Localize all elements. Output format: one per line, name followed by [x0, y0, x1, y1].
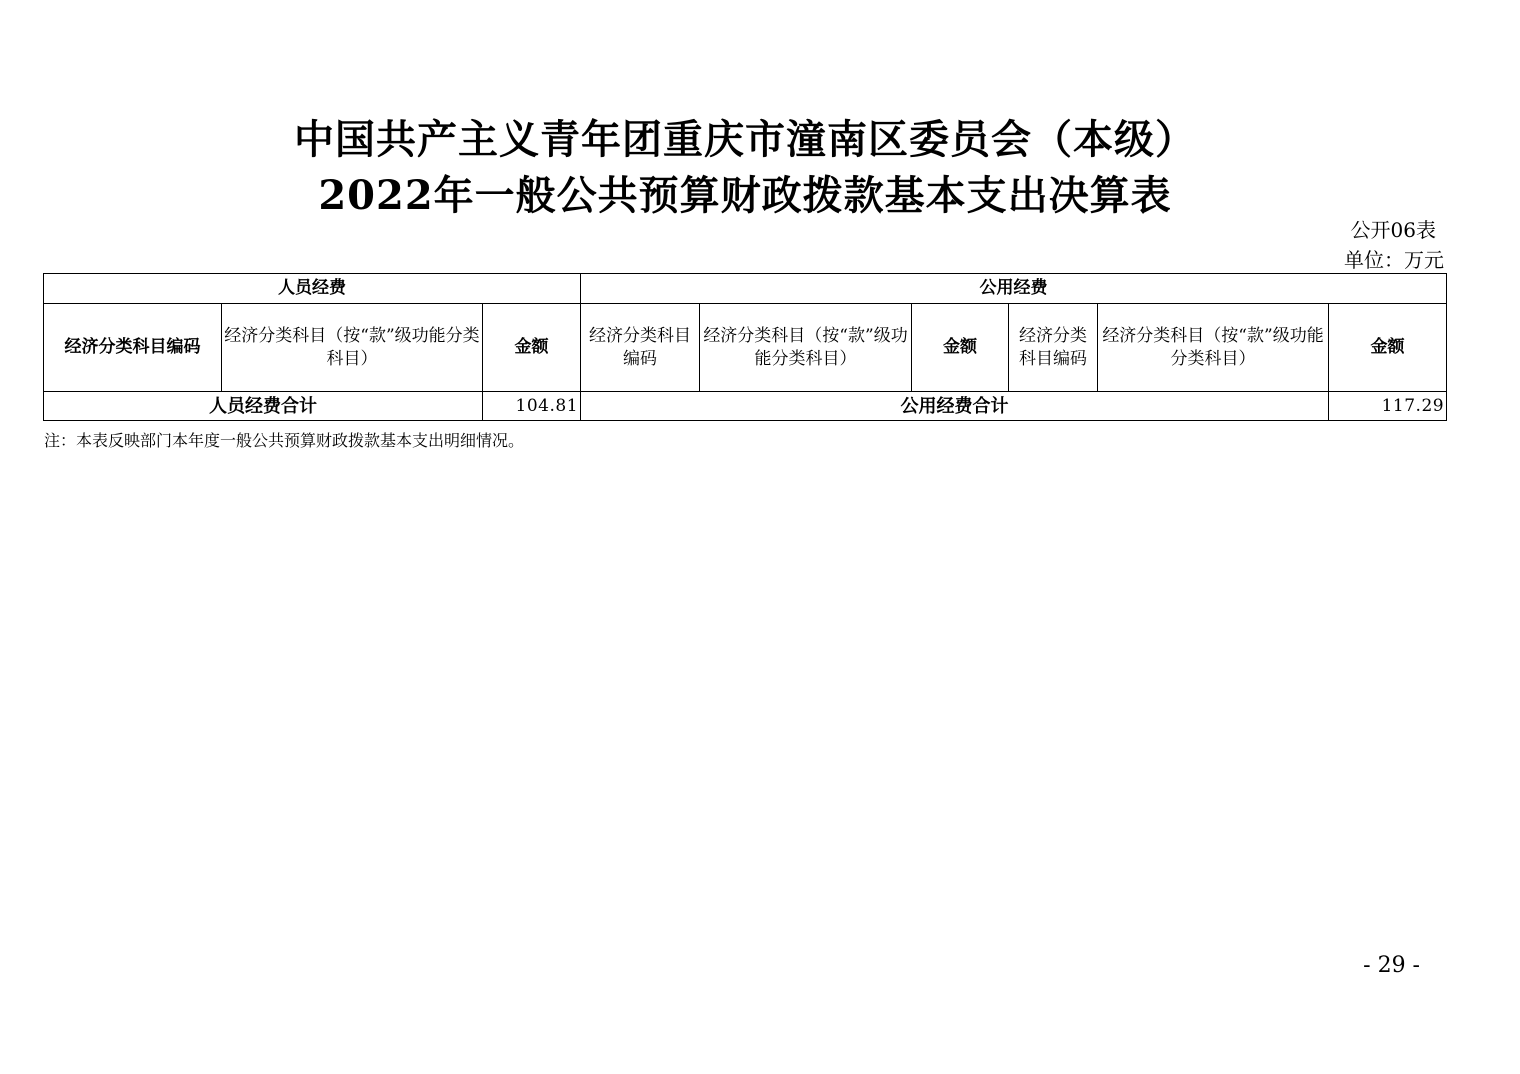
document-title-line1: 中国共产主义青年团重庆市潼南区委员会（本级） [294, 116, 1196, 163]
header-public-code-2: 经济分类科目编码 [1009, 304, 1098, 392]
header-public-name-1: 经济分类科目（按“款”级功能分类科目） [700, 304, 912, 392]
group-personnel-header: 人员经费 [44, 274, 581, 304]
header-public-code-1: 经济分类科目编码 [581, 304, 700, 392]
total-row [44, 392, 1447, 421]
public-total-value: 117.29 [1329, 392, 1447, 421]
header-personnel-code: 经济分类科目编码 [44, 304, 222, 392]
table-note: 注：本表反映部门本年度一般公共预算财政拨款基本支出明细情况。 [44, 431, 525, 450]
public-total-label: 公用经费合计 [581, 392, 1329, 421]
table-code: 公开06表 [1350, 218, 1436, 242]
personnel-total-label: 人员经费合计 [44, 392, 483, 421]
group-header-row [44, 274, 1447, 304]
header-public-name-2: 经济分类科目（按“款”级功能分类科目） [1098, 304, 1329, 392]
header-personnel-name: 经济分类科目（按“款”级功能分类科目） [222, 304, 483, 392]
header-personnel-amount: 金额 [483, 304, 581, 392]
header-public-amount-2: 金额 [1329, 304, 1447, 392]
personnel-total-value: 104.81 [483, 392, 581, 421]
budget-table [43, 273, 1447, 421]
document-title-line2: 2022年一般公共预算财政拨款基本支出决算表 [318, 172, 1172, 219]
header-public-amount-1: 金额 [912, 304, 1009, 392]
group-public-header: 公用经费 [581, 274, 1447, 304]
unit-label: 单位：万元 [1344, 248, 1444, 272]
column-header-row [44, 304, 1447, 392]
page-number: - 29 - [1363, 953, 1420, 978]
